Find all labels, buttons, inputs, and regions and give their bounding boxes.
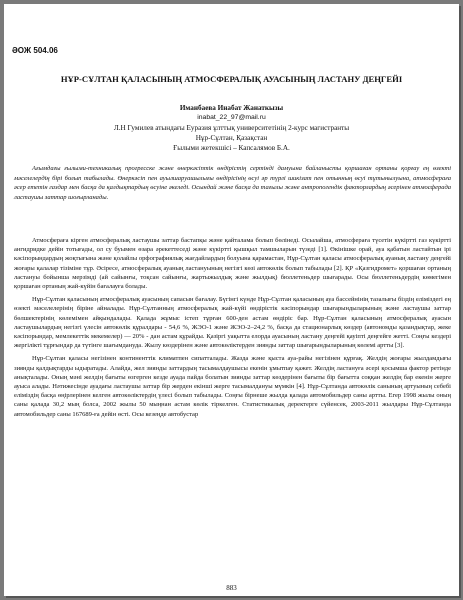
body-paragraph: Нұр-Сұлтан қаласының атмосфералық ауасының сапасын бағалау. Бүгінгі күнде Нұр-Сұлтан қаласының ауа бассейнінің тазалығы біздің еліміздегі ең өзекті мәселелерінің біріне айналады. Нұр-Сұлтанның атмосфералық жай-күйі өндірістік кәсіпорындар шығарындыларының және ластаушы заттар бөлшектерінің көлемімен айқындалады. Қалада жұмыс істеп тұрған 600-ден астам өндіріс бар. Нұр-Сұлтан қаласының атмосфералық ауасын ластаушылардың негізгі үлесін автокөлік құралдары - 54,6 %, ЖЭО-1 және ЖЭО-2–24,2 %, басқа да стационарлық көздер (автономды қазандықтар, жеке кәсіпорындар, мемлекеттік мекемелер) — 20% - дан астам құрайды. Қазіргі уақытта елорда ауасының ластану деңгейі қауіпті деңгейге жетті. Соңғы кездері жергілікті тұрғындар да түтінге шағымдануда. Жылу көздерінен және автокөліктерден зиянды заттар шығарындыларының көлемі артты [3]. — [14, 296, 451, 350]
article-body — [14, 236, 451, 423]
supervisor: Ғылыми жетекшісі – Капсалямов Б.А. — [173, 144, 290, 152]
author-email: inabat_22_97@mail.ru — [197, 114, 266, 121]
abstract: Ағымдағы ғылыми-техникалық прогресске және өнеркәсіптік өндірістің сертінді дамуына байланысты қоршаған ортаны қорғау ең өзекті мәселелердің бірі болып табылады. Өнеркәсіп пен ауылшаруашылығы өндірісінің өсуі әр түрлі шикізат пен отынның өсуі тұтынылуына, атмосфераға әсер ететін газдар мен басқа да қалдықтардың өсуіне әкеледі. Осындай және басқа да тағылы және антропогендік факторлардың әсерінен атмосферада ластаушы заттар шоғырланады. — [14, 165, 451, 201]
author-affiliation: Л.Н Гумилев атындағы Еуразия ұлттық университетінің 2-курс магистранты — [113, 124, 350, 132]
author-block — [24, 103, 439, 153]
author-name: Иманбаева Инабат Жанаткызы — [179, 104, 284, 112]
author-location: Нұр-Сұлтан, Қазақстан — [195, 134, 268, 142]
article-title: НҰР-СҰЛТАН ҚАЛАСЫНЫҢ АТМОСФЕРАЛЫҚ АУАСЫНЫҢ ЛАСТАНУ ДЕҢГЕЙІ — [60, 74, 403, 84]
page-number: 883 — [226, 584, 237, 592]
body-paragraph: Атмосфераға кірген атмосфералық ластаушы заттар бастапқы және қайталама болып бөлінеді. Осылайша, атмосфераға түсетін күкіртті газ күкіртті ангидридке дейін тотығады, ол су буымен өзара әрекеттеседі және күкіртті қышқыл тамшыларын түзеді [1]. Өкінішке орай, ауа қабатын ластайтын ірі кәсіпорындардың жоқтығына және қолайлы орфографиялық жағдайлардың болуына қарамастан, Нұр-Сұлтан қаласы атмосфералық ауаның ластану деңгейі жоғары қалалар тізіміне тұр. Әсіресе, атмосфералық ауаның ластануының негізгі көзі автокөлік болып табылады [2]. ҚР «Қазгидромет» қоршаған ортаның ластануы бойынша мерзімді (ай сайынғы, тоқсан сайынғы, жартыжылдық және жылдық) бюллетеньдер шығарады. Осы бюллетеньдердің көмегімен қоршаған ортаның жай-күйін бағалауға болады. — [14, 237, 451, 291]
body-paragraph: Нұр-Сұлтан қаласы негізінен континенттік климатпен сипатталады. Жазда және қыста ауа-райы негізінен құрғақ. Желдің жоғары жылдамдығы зиянды қалдықтарды ыдыратады. Алайда, жел зиянды заттардың тасымалдаушысы екенін ұмытпау қажет. Желдің ластануға әсері қосымша фактор ретінде анықталады. Оның мәні желдің бағыты өзгерген кезде ауада пайда болатын зиянды заттар көздерінен бағыты бір бағытта соққан желдің бар екенін жерге ауыса алады. Нәтижесінде ауадағы ластаушы заттар бір жерден екінші жерге тасымалдануы мүмкін [4]. Нұр-Сұлтанда автокөлік санының артуының себебі еліміздің басқа өңірлерінен келген автокөліктердің үлесі болып табылады. Соңғы бірнеше жылда қалада автомобильдер саны артты. Егер 1998 жылы оның саны қалада 30,2 мың болса, 2002 жылы 50 мыңнан астам көлік тіркелген. Статистикалық деректерге сүйенсек, 2003-2011 жылдары Нұр-Сұлтанда автомобильдер саны 167689-ға дейін өсті. Осы кезеңде автобустар — [14, 355, 451, 418]
document-page — [4, 4, 459, 596]
udc-code: ӘОЖ 504.06 — [12, 46, 58, 55]
